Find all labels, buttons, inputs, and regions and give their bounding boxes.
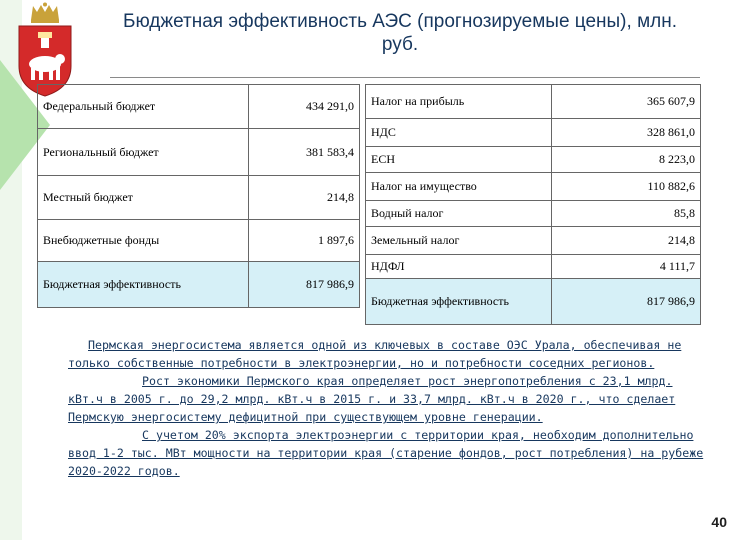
page-number: 40	[711, 514, 727, 530]
row-value: 328 861,0	[552, 119, 701, 147]
table-row	[366, 119, 701, 147]
title-divider	[110, 77, 700, 78]
table-row	[366, 173, 701, 201]
table-row	[366, 147, 701, 173]
row-value: 110 882,6	[552, 173, 701, 201]
row-value: 4 111,7	[552, 255, 701, 279]
row-value: 8 223,0	[552, 147, 701, 173]
table-row	[38, 129, 360, 176]
total-row	[366, 279, 701, 325]
row-label: Водный налог	[366, 201, 552, 227]
row-label: Федеральный бюджет	[38, 85, 249, 129]
row-label: Налог на имущество	[366, 173, 552, 201]
row-label: ЕСН	[366, 147, 552, 173]
tax-table	[365, 84, 701, 325]
row-label: Внебюджетные фонды	[38, 220, 249, 262]
row-value: 1 897,6	[249, 220, 360, 262]
paragraph: С учетом 20% экспорта электроэнергии с территории края, необходим дополнительно ввод 1-2 тыс. МВт мощности на территории края (старение фондов, рост потребления) на рубеже 2020-2022 годов.	[68, 428, 704, 478]
row-label: Налог на прибыль	[366, 85, 552, 119]
table-row	[38, 220, 360, 262]
total-row	[38, 262, 360, 308]
row-value: 85,8	[552, 201, 701, 227]
table-row	[38, 85, 360, 129]
row-label: Земельный налог	[366, 227, 552, 255]
page-title: Бюджетная эффективность АЭС (прогнозируемые цены), млн. руб.	[123, 11, 677, 55]
table-row	[366, 227, 701, 255]
paragraph: Рост экономики Пермского края определяет рост энергопотребления с 23,1 млрд. кВт.ч в 2005 г. до 29,2 млрд. кВт.ч в 2015 г. и 33,7 млрд. кВт.ч в 2020 г., что сделает Пермскую энергосистему дефицитной при существующем уровне генерации.	[68, 374, 676, 424]
total-label: Бюджетная эффективность	[366, 279, 552, 325]
paragraph: Пермская энергосистема является одной из ключевых в составе ОЭС Урала, обеспечивая не только собственные потребности в электроэнергии, но и потребности соседних регионов.	[68, 338, 682, 370]
row-label: НДС	[366, 119, 552, 147]
description-text	[68, 336, 708, 480]
total-value: 817 986,9	[249, 262, 360, 308]
table-row	[366, 255, 701, 279]
row-value: 365 607,9	[552, 85, 701, 119]
row-value: 214,8	[552, 227, 701, 255]
row-label: Местный бюджет	[38, 176, 249, 220]
row-value: 434 291,0	[249, 85, 360, 129]
budget-table	[37, 84, 360, 308]
row-label: НДФЛ	[366, 255, 552, 279]
row-value: 381 583,4	[249, 129, 360, 176]
table-row	[366, 201, 701, 227]
row-value: 214,8	[249, 176, 360, 220]
table-row	[366, 85, 701, 119]
row-label: Региональный бюджет	[38, 129, 249, 176]
total-value: 817 986,9	[552, 279, 701, 325]
table-row	[38, 176, 360, 220]
total-label: Бюджетная эффективность	[38, 262, 249, 308]
